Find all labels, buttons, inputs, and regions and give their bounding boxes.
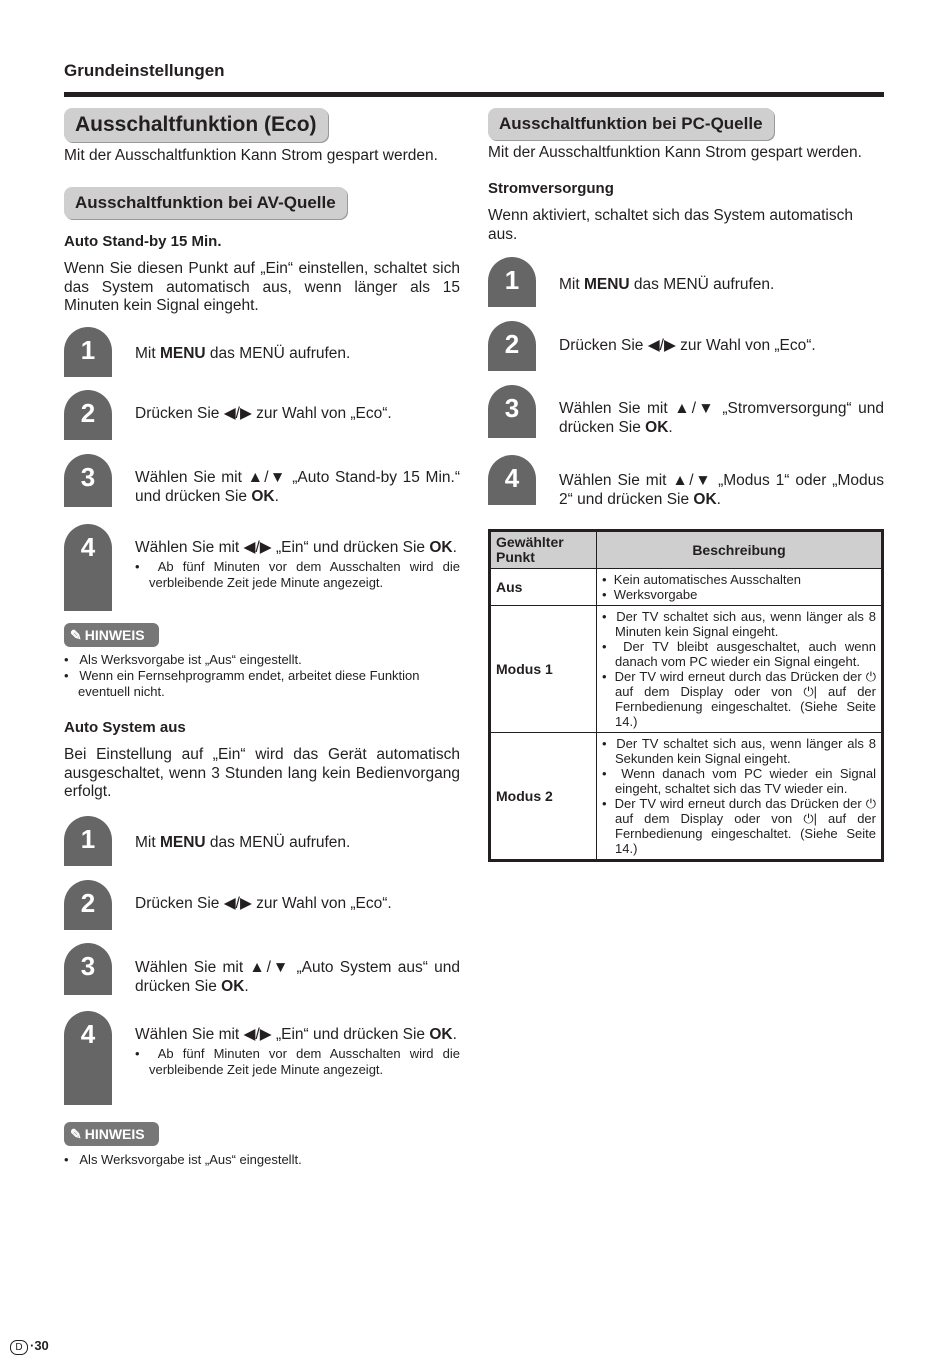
- note-item: • Wenn ein Fernsehprogramm endet, arbeitet diese Funktion eventuell nicht.: [64, 668, 420, 699]
- intro-text: Mit der Ausschaltfunktion Kann Strom gespart werden.: [64, 147, 438, 164]
- step-text: Wählen Sie mit ▲/▼ „Stromversorgung“ und drücken Sie OK.: [559, 400, 884, 436]
- step-number: 4: [64, 524, 112, 611]
- step-text: Wählen Sie mit ▲/▼ „Auto Stand-by 15 Min.“ und drücken Sie OK.: [135, 469, 460, 505]
- table-cell-key: Aus: [490, 569, 597, 606]
- table-row: [490, 606, 883, 733]
- language-badge: D: [10, 1340, 28, 1355]
- step-number: 4: [64, 1011, 112, 1105]
- hinweis-label: ✎ HINWEIS: [64, 1122, 159, 1146]
- page-title: Ausschaltfunktion (Eco): [64, 108, 328, 142]
- note-list: [64, 1152, 460, 1168]
- autosystem-text: Bei Einstellung auf „Ein“ wird das Gerät automatisch ausgeschaltet, wenn 3 Stunden lang kein Bedienvorgang erfolgt.: [64, 746, 460, 800]
- mode-table: [488, 529, 884, 862]
- table-row: [490, 569, 883, 606]
- table-header-row: [490, 531, 883, 569]
- step-text: Wählen Sie mit ◀/▶ „Ein“ und drücken Sie OK. • Ab fünf Minuten vor dem Ausschalten wird die verbleibende Zeit jede Minute angezeigt.: [135, 539, 460, 590]
- standby-text: Wenn Sie diesen Punkt auf „Ein“ einstellen, schaltet sich das System automatisch aus, wenn länger als 15 Minuten kein Signal eingeht.: [64, 260, 460, 314]
- power-text: Wenn aktiviert, schaltet sich das System automatisch aus.: [488, 207, 853, 243]
- step-number: 2: [64, 880, 112, 930]
- step-text: Wählen Sie mit ▲/▼ „Auto System aus“ und drücken Sie OK.: [135, 959, 460, 995]
- step-text: Wählen Sie mit ◀/▶ „Ein“ und drücken Sie OK. • Ab fünf Minuten vor dem Ausschalten wird die verbleibende Zeit jede Minute angezeigt.: [135, 1026, 460, 1077]
- table-cell-desc: • Der TV schaltet sich aus, wenn länger als 8 Sekunden kein Signal eingeht. • Wenn danach vom PC wieder ein Signal eingeht, schaltet sich das TV wieder ein. • Der TV wird erneut durch das Drücken der ⏻ auf dem Display oder von ⏻| auf der Fernbedienung eingeschaltet. (Siehe Seite 14.): [597, 733, 883, 861]
- table-header: Beschreibung: [597, 531, 883, 569]
- step-text: Drücken Sie ◀/▶ zur Wahl von „Eco“.: [559, 337, 816, 354]
- step-number: 2: [488, 321, 536, 371]
- step-text: Drücken Sie ◀/▶ zur Wahl von „Eco“.: [135, 405, 392, 422]
- step-number: 3: [488, 385, 536, 438]
- autosystem-heading: Auto System aus: [64, 719, 186, 736]
- av-heading: Ausschaltfunktion bei AV-Quelle: [64, 187, 347, 219]
- hinweis-label: ✎ HINWEIS: [64, 623, 159, 647]
- step-bullet: • Ab fünf Minuten vor dem Ausschalten wird die verbleibende Zeit jede Minute angezeigt.: [135, 1045, 460, 1077]
- step-number: 2: [64, 390, 112, 440]
- step-text: Mit MENU das MENÜ aufrufen.: [135, 834, 351, 851]
- table-header: Gewählter Punkt: [490, 531, 597, 569]
- paperclip-icon: ✎: [70, 627, 82, 643]
- page-number: D ·30: [10, 1338, 49, 1355]
- top-rule: [64, 92, 884, 97]
- step-number: 1: [64, 816, 112, 866]
- step-number: 1: [488, 257, 536, 307]
- step-number: 3: [64, 454, 112, 507]
- pc-intro-text: Mit der Ausschaltfunktion Kann Strom gespart werden.: [488, 144, 862, 161]
- step-text: Drücken Sie ◀/▶ zur Wahl von „Eco“.: [135, 895, 392, 912]
- note-item: • Als Werksvorgabe ist „Aus“ eingestellt.: [64, 1152, 302, 1167]
- table-cell-desc: • Kein automatisches Ausschalten • Werksvorgabe: [597, 569, 883, 606]
- step-text: Mit MENU das MENÜ aufrufen.: [559, 276, 775, 293]
- power-heading: Stromversorgung: [488, 180, 614, 197]
- table-cell-key: Modus 1: [490, 606, 597, 733]
- table-cell-key: Modus 2: [490, 733, 597, 861]
- step-text: Wählen Sie mit ▲/▼ „Modus 1“ oder „Modus 2“ und drücken Sie OK.: [559, 472, 884, 508]
- pc-heading: Ausschaltfunktion bei PC-Quelle: [488, 108, 774, 140]
- step-number: 4: [488, 455, 536, 505]
- step-number: 1: [64, 327, 112, 377]
- standby-heading: Auto Stand-by 15 Min.: [64, 233, 222, 250]
- paperclip-icon: ✎: [70, 1126, 82, 1142]
- note-item: • Als Werksvorgabe ist „Aus“ eingestellt.: [64, 652, 302, 667]
- step-number: 3: [64, 943, 112, 995]
- step-text: Mit MENU das MENÜ aufrufen.: [135, 345, 351, 362]
- step-bullet: • Ab fünf Minuten vor dem Ausschalten wird die verbleibende Zeit jede Minute angezeigt.: [135, 558, 460, 590]
- table-row: [490, 733, 883, 861]
- table-cell-desc: • Der TV schaltet sich aus, wenn länger als 8 Minuten kein Signal eingeht. • Der TV bleibt ausgeschaltet, auch wenn danach vom PC wieder ein Signal eingeht. • Der TV wird erneut durch das Drücken der ⏻ auf dem Display oder von ⏻| auf der Fernbedienung eingeschaltet. (Siehe Seite 14.): [597, 606, 883, 733]
- note-list: [64, 652, 460, 700]
- section-label: Grundeinstellungen: [64, 61, 225, 80]
